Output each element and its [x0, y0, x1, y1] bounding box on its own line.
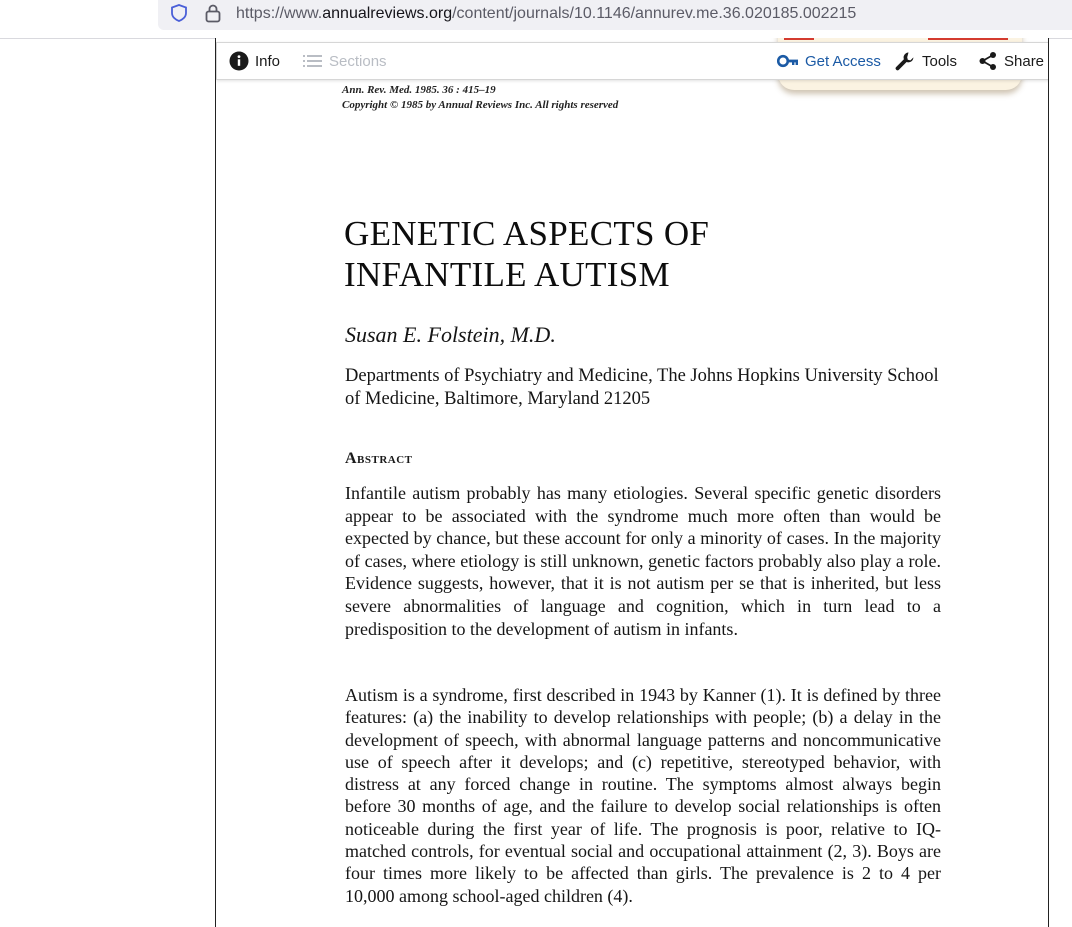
author-name: Susan E. Folstein, M.D. — [345, 322, 556, 347]
info-button[interactable] — [229, 43, 280, 79]
key-icon — [777, 54, 799, 68]
lock-icon[interactable] — [204, 3, 222, 23]
abstract-text: Infantile autism probably has many etiologies. Several specific genetic disorders appear to be associated with the syndrome much more often than would be expected by chance, but these account for only a minority of cases. In the majority of cases, where etiology is still unknown, genetic factors probably also play a role. Evidence suggests, however, that it is not autism per se that is inherited, but less severe abnormalities of language and cognition, which in turn lead to a predisposition to the development of autism in infants. — [345, 483, 941, 639]
article-viewer — [215, 38, 1049, 927]
list-icon — [303, 54, 323, 68]
citation — [342, 83, 618, 113]
sections-label: Sections — [329, 52, 387, 70]
browser-toolbar — [0, 0, 1072, 39]
url-scheme: https://www. — [236, 5, 323, 22]
info-label: Info — [255, 52, 281, 70]
url-host: annualreviews.org — [322, 5, 453, 22]
promo-graphic — [928, 38, 1008, 40]
article-title — [344, 213, 709, 295]
body-paragraph: Autism is a syndrome, first described in 1943 by Kanner (1). It is defined by three features: (a) the inability to develop relationships with people; (b) a delay in the development of speech, with abnormal language patterns and noncommunicative use of speech after it develops; and (c) repetitive, stereotyped behavior, with distress at any forced change in routine. The symptoms almost always begin before 30 months of age, and the failure to develop social relationships is often noticeable during the first year of life. The prognosis is poor, relative to IQ-matched controls, for eventual social and occupational attainment (2, 3). Boys are four times more likely to be affected than girls. The prevalence is 2 to 4 per 10,000 among school-aged children (4). — [345, 685, 941, 906]
share-button[interactable] — [978, 43, 1044, 79]
get-access-label: Get Access — [805, 52, 881, 70]
abstract-heading: Abstract — [345, 450, 413, 467]
share-icon — [978, 51, 998, 71]
wrench-icon — [894, 50, 916, 72]
tools-label: Tools — [922, 52, 958, 70]
article-toolbar — [216, 42, 1049, 80]
sections-button[interactable] — [303, 43, 387, 79]
get-access-button[interactable] — [777, 43, 881, 79]
affiliation: Departments of Psychiatry and Medicine, The Johns Hopkins University School of Medicine, Baltimore, Maryland 21205 — [345, 366, 939, 409]
title-line: INFANTILE AUTISM — [344, 255, 670, 294]
shield-icon[interactable] — [169, 3, 189, 23]
tools-button[interactable] — [894, 43, 957, 79]
title-line: GENETIC ASPECTS OF — [344, 214, 710, 253]
share-label: Share — [1004, 52, 1045, 70]
copyright-line: Copyright © 1985 by Annual Reviews Inc. All rights reserved — [342, 99, 619, 111]
citation-line: Ann. Rev. Med. 1985. 36 : 415–19 — [342, 84, 496, 96]
info-icon — [229, 51, 249, 71]
url-path: /content/journals/10.1146/annurev.me.36.020185.002215 — [452, 5, 857, 22]
scanned-page — [216, 38, 1048, 927]
url-text[interactable] — [236, 5, 856, 23]
promo-graphic — [784, 38, 814, 40]
